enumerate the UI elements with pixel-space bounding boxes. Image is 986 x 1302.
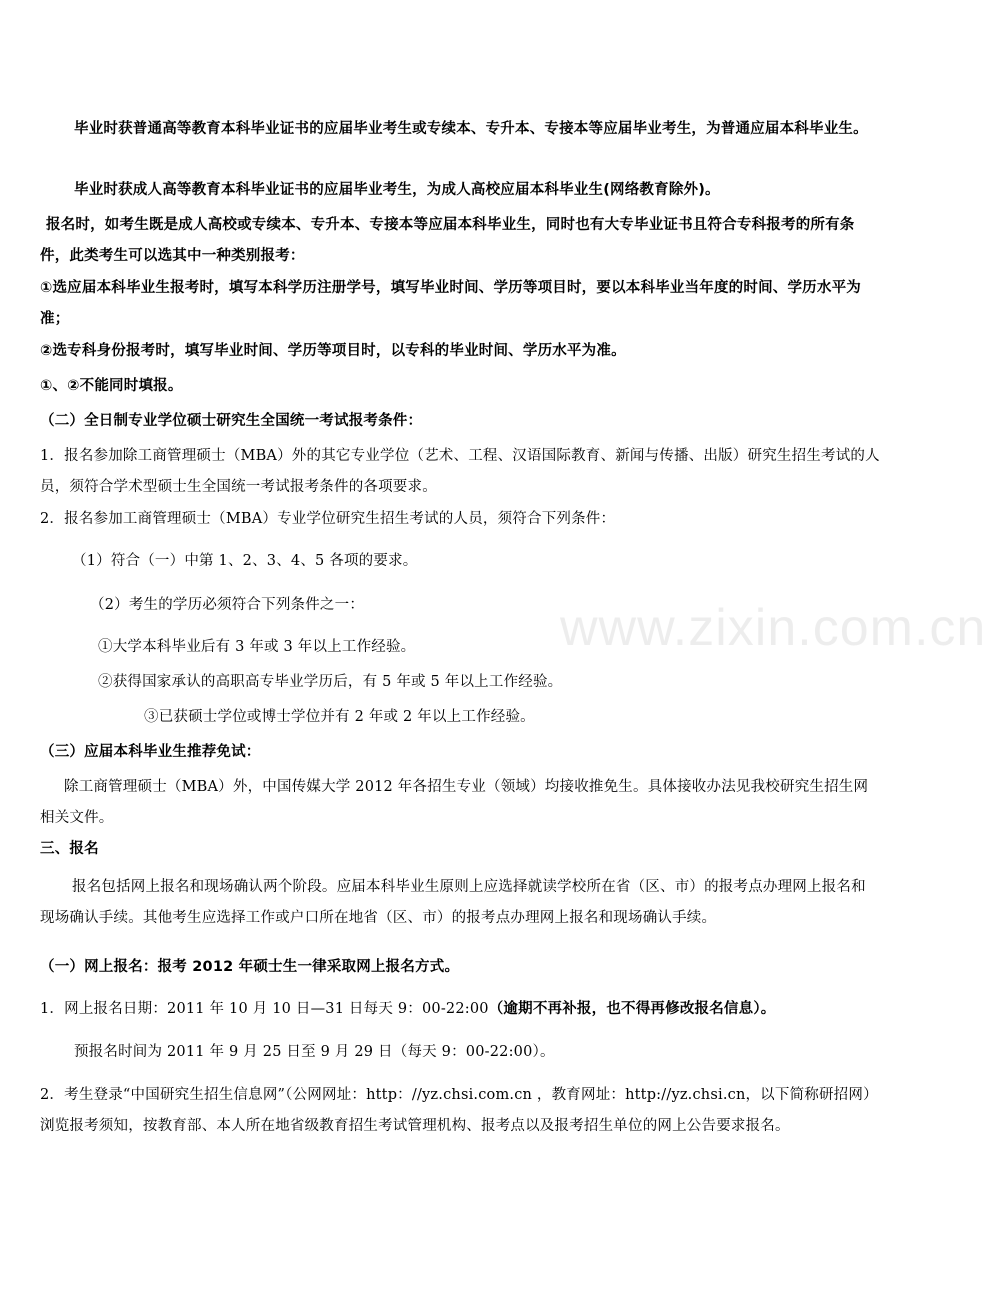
watermark: www.zixin.com.cn xyxy=(560,599,986,657)
online-dates-text: 1．网上报名日期：2011 年 10 月 10 日—31 日每天 9：00-22:00 xyxy=(40,1001,489,1017)
heading-online-registration: （一）网上报名：报考 2012 年硕士生一律采取网上报名方式。 xyxy=(40,959,460,975)
paragraph-option-1: ①选应届本科毕业生报考时，填写本科学历注册学号，填写毕业时间、学历等项目时，要以本科毕业当年度的时间、学历水平为准； xyxy=(40,280,861,327)
paragraph-regular-graduates: 毕业时获普通高等教育本科毕业证书的应届毕业考生或专续本、专升本、专接本等应届毕业考生，为普通应届本科毕业生。 xyxy=(74,121,868,137)
paragraph-condition-2: （2）考生的学历必须符合下列条件之一： xyxy=(90,597,365,613)
paragraph-online-dates xyxy=(40,994,880,1025)
heading-registration: 三、报名 xyxy=(40,841,99,857)
list-item-experience-2: ②获得国家承认的高职高专毕业学历后，有 5 年或 5 年以上工作经验。 xyxy=(98,674,563,690)
paragraph-adult-graduates: 毕业时获成人高等教育本科毕业证书的应届毕业考生，为成人高校应届本科毕业生(网络教育除外)。 xyxy=(74,182,720,198)
paragraph-pre-registration: 预报名时间为 2011 年 9 月 25 日至 9 月 29 日（每天 9：00-22:00）。 xyxy=(74,1044,555,1060)
paragraph-professional-degree: 1．报名参加除工商管理硕士（MBA）外的其它专业学位（艺术、工程、汉语国际教育、新闻与传播、出版）研究生招生考试的人员，须符合学术型硕士生全国统一考试报考条件的各项要求。 xyxy=(40,448,880,495)
heading-section-3: （三）应届本科毕业生推荐免试： xyxy=(40,744,261,760)
paragraph-login-instructions: 2．考生登录“中国研究生招生信息网”（公网网址：http：//yz.chsi.com.cn ，教育网址：http://yz.chsi.cn，以下简称研招网）浏览报考须知，按教育部、本人所在地省级教育招生考试管理机构、报考点以及报考招生单位的网上公告要求报名。 xyxy=(40,1087,878,1134)
paragraph-dual-eligibility: 报名时，如考生既是成人高校或专续本、专升本、专接本等应届本科毕业生，同时也有大专毕业证书且符合专科报考的所有条件，此类考生可以选其中一种类别报考： xyxy=(40,217,855,264)
online-dates-note: （逾期不再补报，也不得再修改报名信息）。 xyxy=(488,1001,776,1017)
paragraph-option-2: ②选专科身份报考时，填写毕业时间、学历等项目时，以专科的毕业时间、学历水平为准。 xyxy=(40,343,626,359)
paragraph-registration-overview: 报名包括网上报名和现场确认两个阶段。应届本科毕业生原则上应选择就读学校所在省（区、市）的报考点办理网上报名和现场确认手续。其他考生应选择工作或户口所在地省（区、市）的报考点办理网上报名和现场确认手续。 xyxy=(40,879,866,926)
paragraph-condition-1: （1）符合（一）中第 1、2、3、4、5 各项的要求。 xyxy=(72,553,418,569)
paragraph-recommendation: 除工商管理硕士（MBA）外，中国传媒大学 2012 年各招生专业（领域）均接收推免生。具体接收办法见我校研究生招生网相关文件。 xyxy=(40,779,869,826)
paragraph-mba-conditions: 2．报名参加工商管理硕士（MBA）专业学位研究生招生考试的人员，须符合下列条件： xyxy=(40,511,616,527)
heading-section-2: （二）全日制专业学位硕士研究生全国统一考试报考条件： xyxy=(40,413,423,429)
paragraph-no-both: ①、②不能同时填报。 xyxy=(40,378,183,394)
list-item-experience-3: ③已获硕士学位或博士学位并有 2 年或 2 年以上工作经验。 xyxy=(144,709,535,725)
list-item-experience-1: ①大学本科毕业后有 3 年或 3 年以上工作经验。 xyxy=(98,639,416,655)
